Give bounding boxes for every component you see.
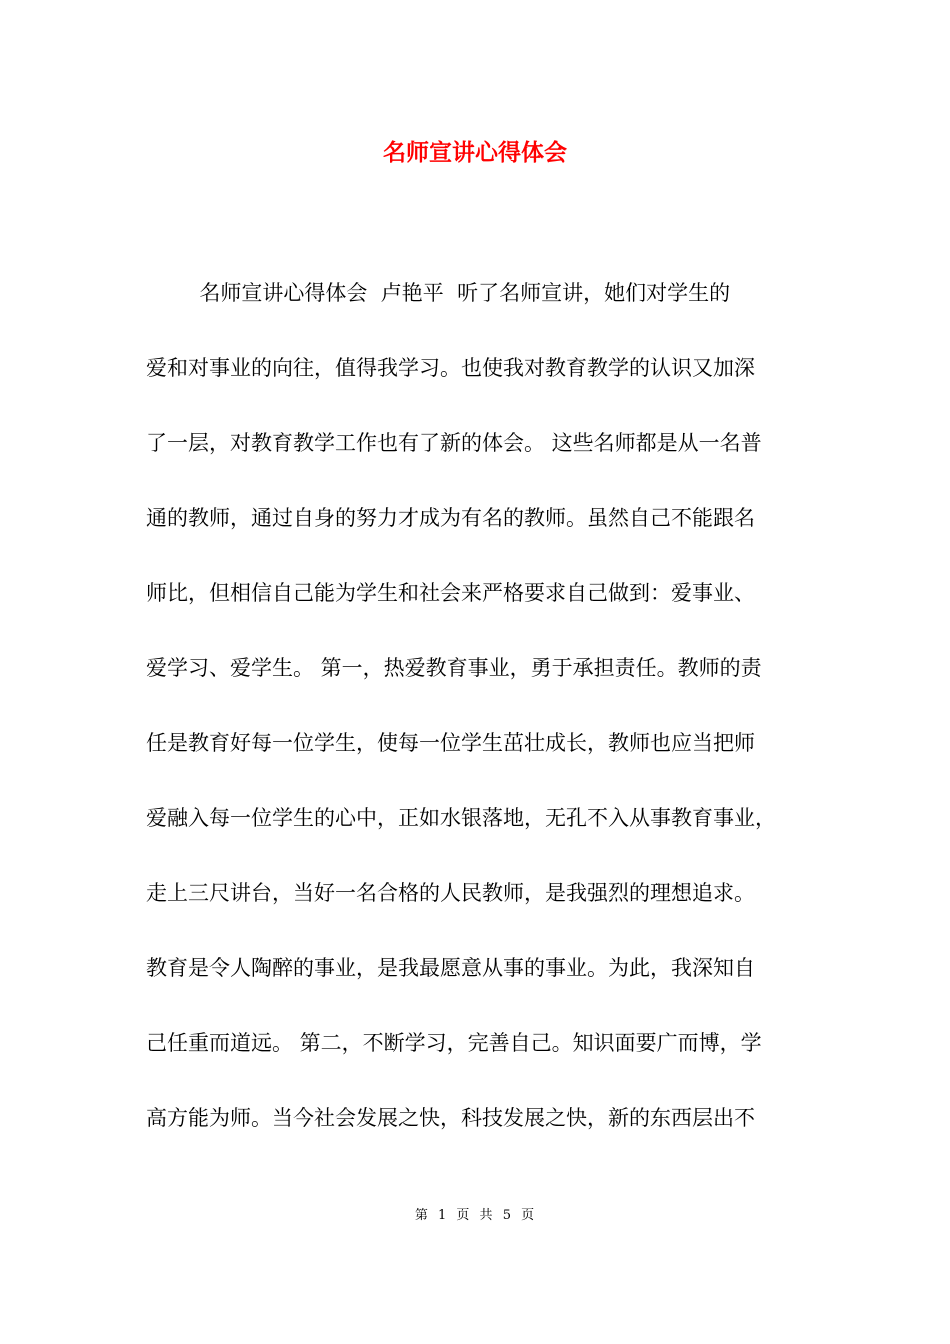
body-line: 走上三尺讲台，当好一名合格的人民教师，是我强烈的理想追求。: [146, 881, 755, 905]
body-line: 高方能为师。当今社会发展之快，科技发展之快，新的东西层出不: [146, 1106, 755, 1130]
body-line: 教育是令人陶醉的事业，是我最愿意从事的事业。为此，我深知自: [146, 956, 755, 980]
body-line: 了一层，对教育教学工作也有了新的体会。 这些名师都是从一名普: [146, 431, 762, 455]
body-line: 名师宣讲心得体会 卢艳平 听了名师宣讲，她们对学生的: [146, 281, 731, 305]
body-line: 爱融入每一位学生的心中，正如水银落地，无孔不入从事教育事业，: [146, 806, 776, 830]
page-number-footer: 第 1 页 共 5 页: [414, 1208, 536, 1223]
body-line: 师比，但相信自己能为学生和社会来严格要求自己做到：爱事业、: [146, 581, 755, 605]
body-line: 通的教师，通过自身的努力才成为有名的教师。虽然自己不能跟名: [146, 506, 755, 530]
body-line: 爱学习、爱学生。 第一，热爱教育事业，勇于承担责任。教师的责: [146, 656, 762, 680]
body-line: 己任重而道远。 第二，不断学习，完善自己。知识面要广而博，学: [146, 1031, 762, 1055]
body-line: 爱和对事业的向往，值得我学习。也使我对教育教学的认识又加深: [146, 356, 755, 380]
document-title: 名师宣讲心得体会: [383, 139, 567, 166]
body-line: 任是教育好每一位学生，使每一位学生茁壮成长，教师也应当把师: [146, 731, 755, 755]
